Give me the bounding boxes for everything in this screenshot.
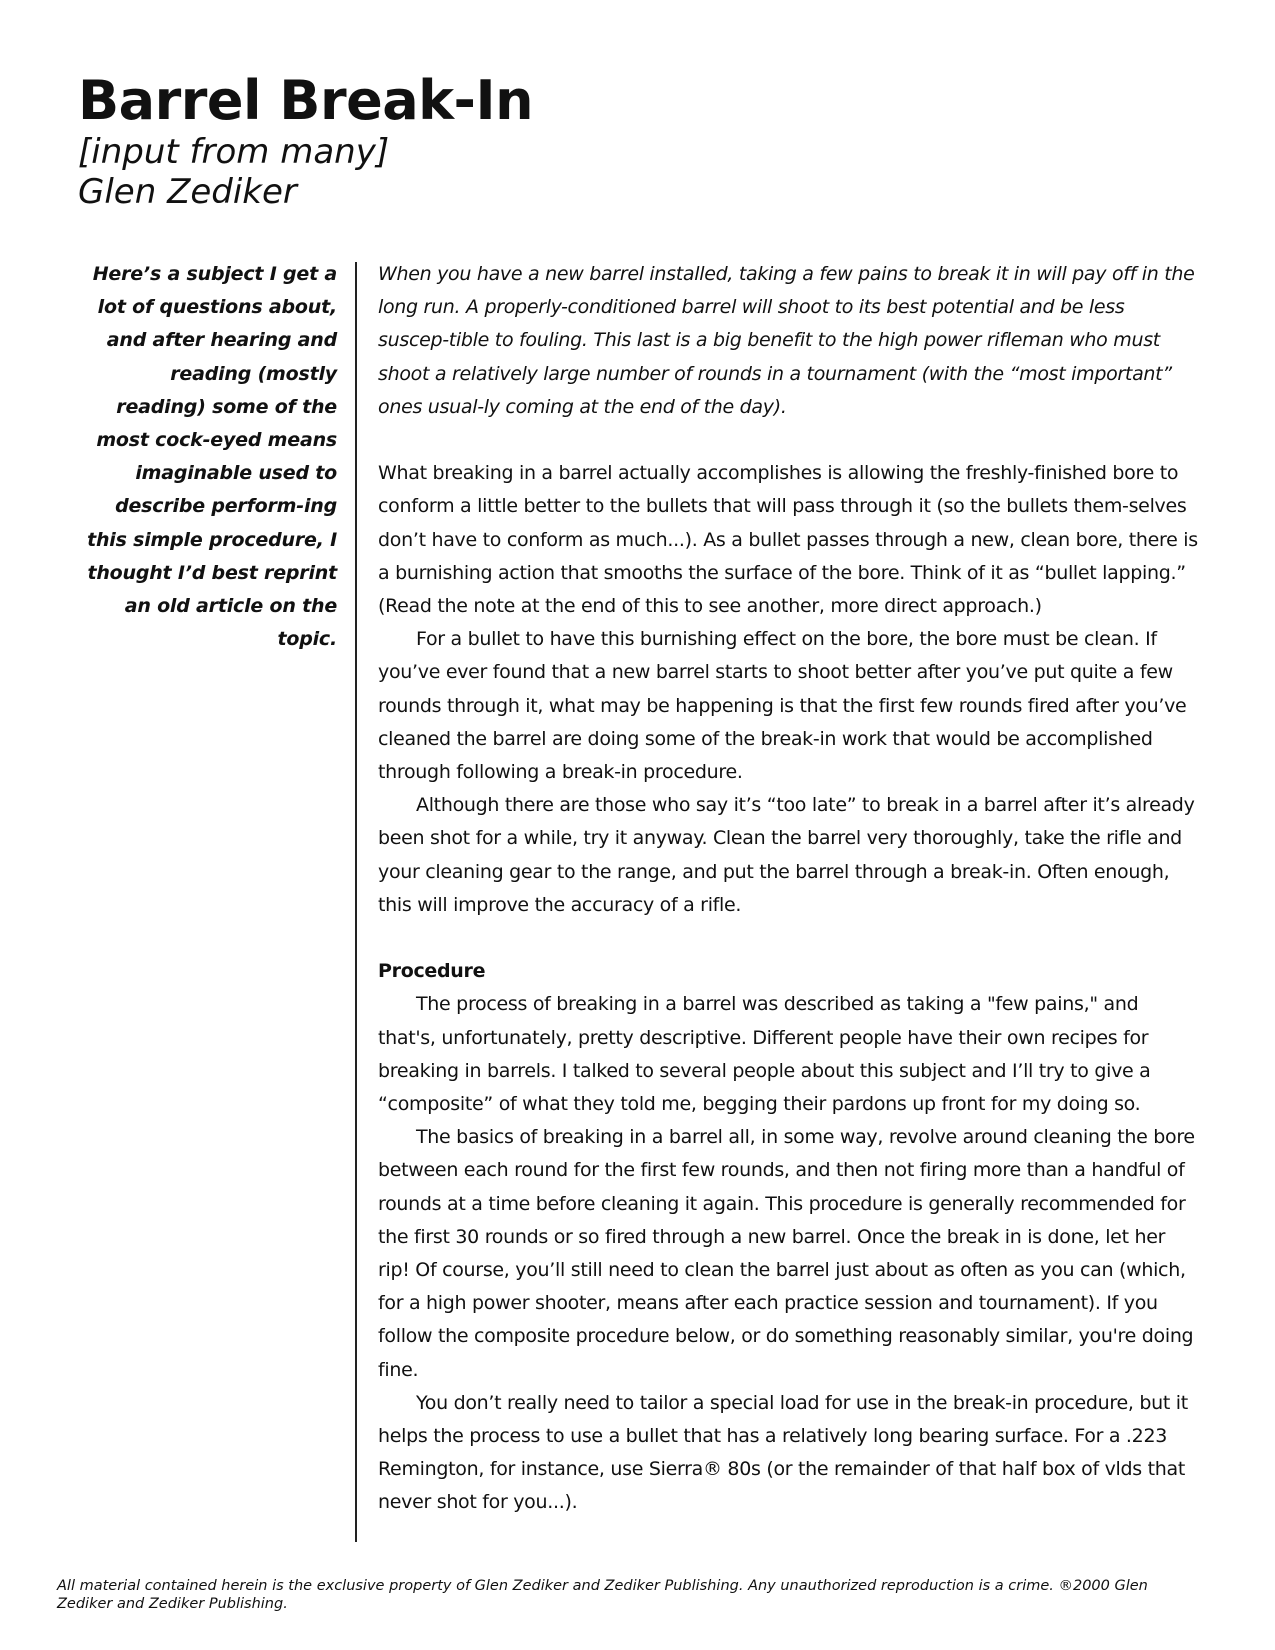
procedure-paragraph: The process of breaking in a barrel was described as taking a "few pains," and that's, unfortunately, pretty descriptive. Different people have their own recipes for breaking in barrels. I talked to several people about this subject and I’ll try to give a “composite” of what they told me, begging their pardons up front for my doing so.: [378, 993, 1151, 1116]
page-subtitle: [input from many]: [78, 132, 390, 172]
paragraph-spacer: [378, 424, 1200, 457]
copyright-footer: All material contained herein is the exclusive property of Glen Zediker and Zediker Publishing. Any unauthorized reproduction is a crime. ®2000 Glen Zediker and Zediker Publishing.: [57, 1578, 1148, 1612]
paragraph-spacer: [378, 922, 1200, 955]
author-name: Glen Zediker: [78, 172, 297, 212]
page-title: Barrel Break-In: [78, 69, 534, 132]
procedure-heading: Procedure: [378, 960, 486, 983]
body-paragraph: Although there are those who say it’s “too late” to break in a barrel after it’s already been shot for a while, try it anyway. Clean the barrel very thoroughly, take the rifle and your cleaning gear to the range, and put the barrel through a break-in. Often enough, this will improve the accuracy of a rifle.: [378, 794, 1195, 916]
article-body: [378, 258, 1200, 1520]
procedure-paragraph: You don’t really need to tailor a special load for use in the break-in procedure, but it helps the process to use a bullet that has a relatively long bearing surface. For a .223 Remington, for instance, use Sierra® 80s (or the remainder of that half box of vlds that never shot for you...).: [378, 1391, 1188, 1514]
intro-paragraph: When you have a new barrel installed, taking a few pains to break it in will pay off in the long run. A properly-conditioned barrel will shoot to its best potential and be less suscep-tible to fouling. This last is a big benefit to the high power rifleman who must shoot a relatively large number of rounds in a tournament (with the “most important” ones usual-ly coming at the end of the day).: [378, 263, 1195, 418]
procedure-paragraph: The basics of breaking in a barrel all, in some way, revolve around cleaning the bore between each round for the first few rounds, and then not firing more than a handful of rounds at a time before cleaning it again. This procedure is generally recommended for the first 30 rounds or so fired through a new barrel. Once the break in is done, let her rip! Of course, you’ll still need to clean the barrel just about as often as you can (which, for a high power shooter, means after each practice session and tournament). If you follow the composite procedure below, or do something reasonably similar, you're doing fine.: [378, 1126, 1195, 1381]
sidebar-pull-quote: Here’s a subject I get a lot of questions about, and after hearing and reading (mostly reading) some of the most cock-eyed means imaginable used to describe perform-ing this simple procedure, I thought I’d best reprint an old article on the topic.: [87, 263, 337, 651]
body-paragraph: For a bullet to have this burnishing effect on the bore, the bore must be clean. If you’ve ever found that a new barrel starts to shoot better after you’ve put quite a few rounds through it, what may be happening is that the first few rounds fired after you’ve cleaned the barrel are doing some of the break-in work that would be accomplished through following a break-in procedure.: [378, 628, 1187, 784]
article-header: [78, 70, 878, 212]
column-divider: [355, 262, 357, 1542]
body-paragraph: What breaking in a barrel actually accomplishes is allowing the freshly-finished bore to conform a little better to the bullets that will pass through it (so the bullets them-selves don’t have to conform as much...). As a bullet passes through a new, clean bore, there is a burnishing action that smooths the surface of the bore. Think of it as “bullet lapping.” (Read the note at the end of this to see another, more direct approach.): [378, 462, 1198, 618]
